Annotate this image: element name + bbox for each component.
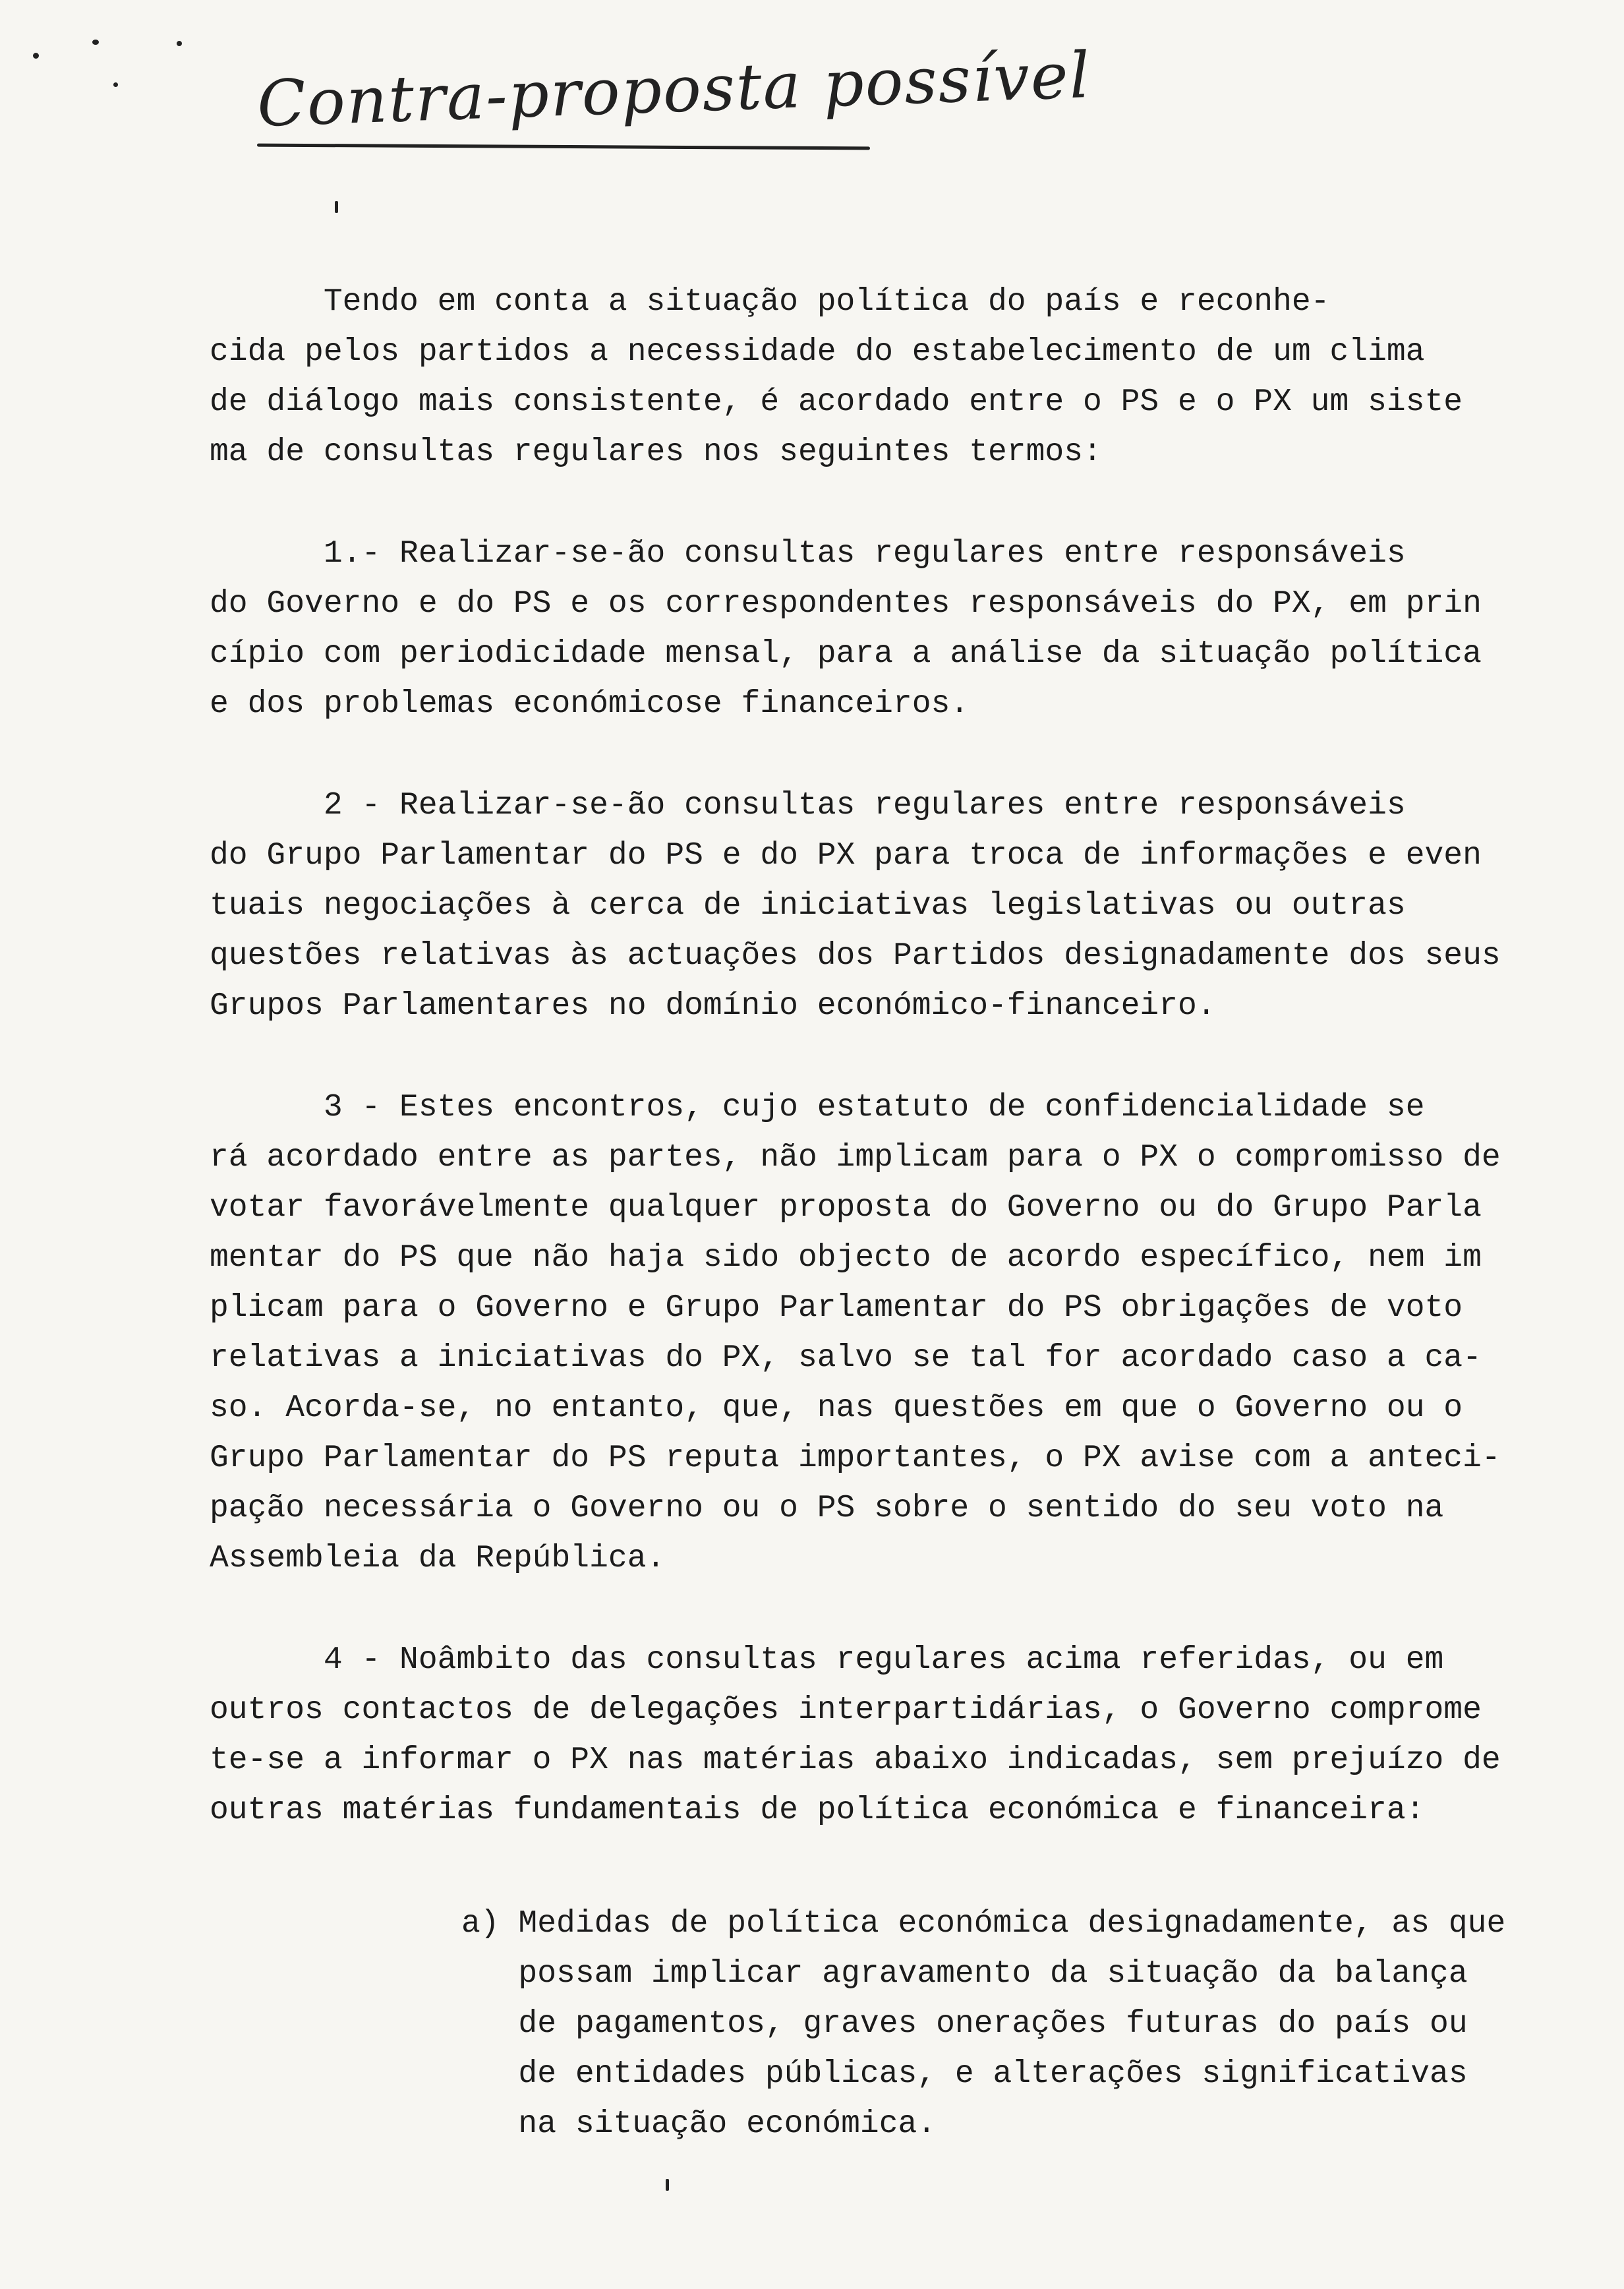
text-line: tuais negociações à cerca de iniciativas legislativas ou outras xyxy=(210,888,1406,924)
heading-underline xyxy=(257,144,870,150)
text-line: do Grupo Parlamentar do PS e do PX para troca de informações e even xyxy=(210,838,1482,874)
text-line: relativas a iniciativas do PX, salvo se tal for acordado caso a ca- xyxy=(210,1340,1482,1376)
text-line: cípio com periodicidade mensal, para a análise da situação política xyxy=(210,636,1482,672)
text-line: Grupos Parlamentares no domínio económico-financeiro. xyxy=(210,988,1216,1024)
handwritten-heading xyxy=(244,20,1093,158)
text-line: ma de consultas regulares nos seguintes termos: xyxy=(210,434,1102,470)
text-line: plicam para o Governo e Grupo Parlamentar do PS obrigações de voto xyxy=(210,1290,1463,1326)
text-line: pação necessária o Governo ou o PS sobre o sentido do seu voto na xyxy=(210,1491,1444,1526)
text-line: questões relativas às actuações dos Partidos designadamente dos seus xyxy=(210,938,1501,974)
text-line: te-se a informar o PX nas matérias abaixo indicadas, sem prejuízo de xyxy=(210,1742,1501,1778)
text-line: 3 - Estes encontros, cujo estatuto de confidencialidade se xyxy=(210,1090,1425,1125)
text-line: de diálogo mais consistente, é acordado entre o PS e o PX um siste xyxy=(210,384,1463,420)
scan-speck xyxy=(177,41,182,46)
text-line: Grupo Parlamentar do PS reputa importantes, o PX avise com a anteci- xyxy=(210,1441,1501,1476)
text-line: do Governo e do PS e os correspondentes responsáveis do PX, em prin xyxy=(210,586,1482,622)
text-line: so. Acorda-se, no entanto, que, nas questões em que o Governo ou o xyxy=(210,1390,1463,1426)
text-line: e dos problemas económicose financeiros. xyxy=(210,686,970,722)
text-line: na situação económica. xyxy=(461,2106,937,2142)
text-line: rá acordado entre as partes, não implicam para o PX o compromisso de xyxy=(210,1140,1501,1175)
item-a xyxy=(461,1899,1505,2149)
text-line: Tendo em conta a situação política do país e reconhe- xyxy=(210,284,1330,320)
paragraph-2 xyxy=(210,781,1567,1031)
paragraph-4 xyxy=(210,1635,1567,1835)
text-line: a) Medidas de política económica designadamente, as que xyxy=(461,1906,1506,1942)
scan-speck xyxy=(335,201,338,213)
heading-text: Contra-proposta possível xyxy=(256,38,1093,142)
scan-speck xyxy=(113,82,118,87)
intro-paragraph xyxy=(210,277,1567,477)
text-line: de pagamentos, graves onerações futuras do país ou xyxy=(461,2006,1468,2042)
text-line: Assembleia da República. xyxy=(210,1541,666,1576)
scan-speck xyxy=(33,53,39,59)
text-line: de entidades públicas, e alterações significativas xyxy=(461,2056,1468,2092)
text-line: outros contactos de delegações interpartidárias, o Governo comprome xyxy=(210,1692,1482,1728)
text-line: 4 - Noâmbito das consultas regulares acima referidas, ou em xyxy=(210,1642,1444,1678)
paragraph-1 xyxy=(210,529,1567,729)
text-line: cida pelos partidos a necessidade do estabelecimento de um clima xyxy=(210,334,1425,370)
paragraph-3 xyxy=(210,1083,1567,1584)
text-line: 1.- Realizar-se-ão consultas regulares entre responsáveis xyxy=(210,536,1406,572)
scan-speck xyxy=(666,2179,669,2191)
document-body xyxy=(210,277,1567,1835)
scan-speck xyxy=(92,40,99,45)
text-line: outras matérias fundamentais de política económica e financeira: xyxy=(210,1793,1425,1828)
text-line: 2 - Realizar-se-ão consultas regulares entre responsáveis xyxy=(210,788,1406,823)
text-line: mentar do PS que não haja sido objecto de acordo específico, nem im xyxy=(210,1240,1482,1276)
text-line: possam implicar agravamento da situação da balança xyxy=(461,1956,1468,1992)
text-line: votar favorávelmente qualquer proposta do Governo ou do Grupo Parla xyxy=(210,1190,1482,1226)
